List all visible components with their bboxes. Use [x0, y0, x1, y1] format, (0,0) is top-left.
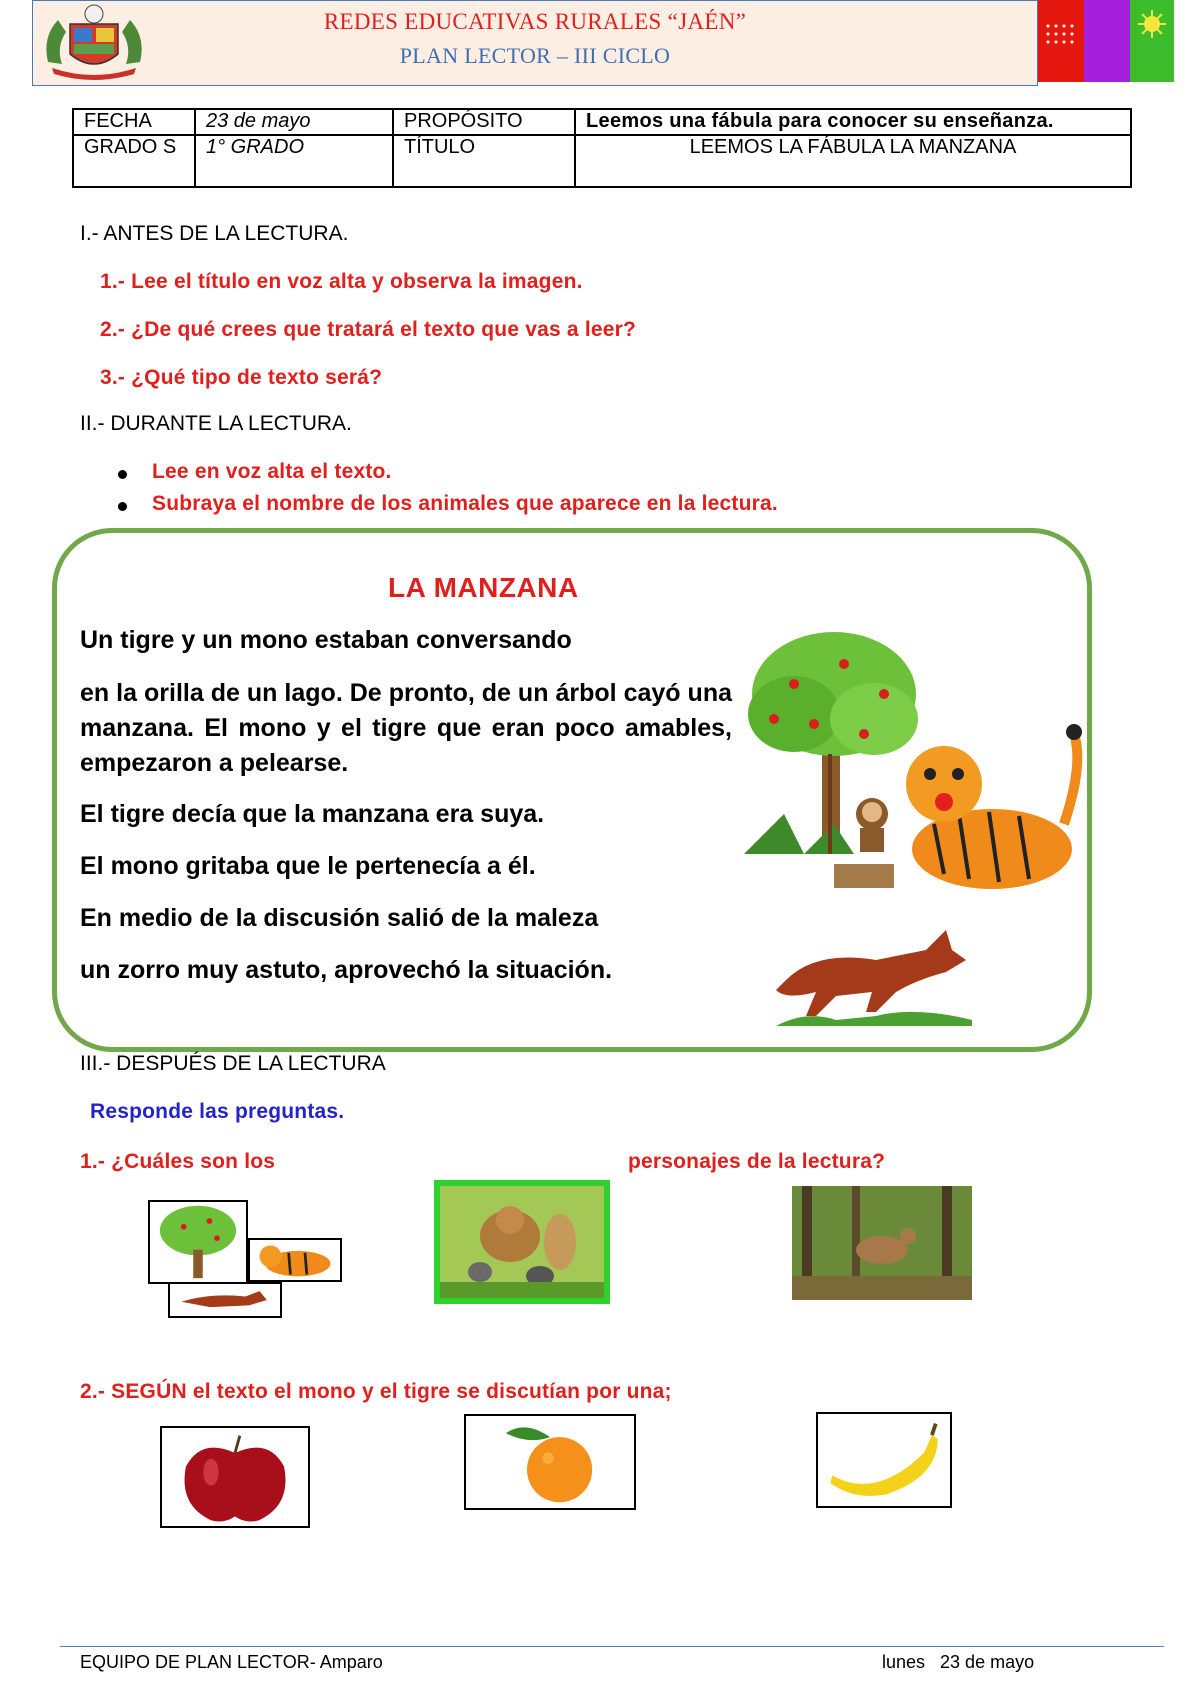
option-tree-image[interactable] — [148, 1200, 248, 1284]
option-orange-image[interactable] — [464, 1414, 636, 1510]
footer-divider — [60, 1646, 1164, 1647]
tiger-icon — [250, 1240, 340, 1280]
info-table — [72, 108, 1132, 188]
fox-icon — [170, 1284, 280, 1316]
option-forest-animals-image[interactable] — [434, 1180, 610, 1304]
tree-icon — [150, 1202, 246, 1282]
flag-icon — [1038, 0, 1174, 88]
antes-heading: I.- ANTES DE LA LECTURA. — [80, 222, 349, 245]
despues-heading: III.- DESPUÉS DE LA LECTURA — [80, 1052, 386, 1075]
despues-instruction: Responde las preguntas. — [90, 1100, 345, 1123]
question-1-part-2: personajes de la lectura? — [628, 1150, 886, 1173]
option-deer-image[interactable] — [792, 1186, 972, 1300]
deer-icon — [792, 1186, 972, 1300]
fecha-label: FECHA — [73, 109, 195, 135]
durante-bullet-1: Lee en voz alta el texto. — [152, 460, 392, 483]
story-line-3: El mono gritaba que le pertenecía a él. — [80, 852, 536, 880]
question-2: 2.- SEGÚN el texto el mono y el tigre se discutían por una; — [80, 1380, 672, 1403]
story-line-4: En medio de la discusión salió de la maleza — [80, 904, 599, 932]
fox-illustration — [776, 920, 972, 1026]
banana-icon — [818, 1414, 950, 1506]
titulo-value: LEEMOS LA FÁBULA LA MANZANA — [575, 135, 1131, 187]
forest-animals-icon — [440, 1186, 604, 1298]
titulo-label: TÍTULO — [393, 135, 575, 187]
footer-team: EQUIPO DE PLAN LECTOR- Amparo — [80, 1652, 383, 1672]
bullet-icon — [118, 470, 127, 479]
durante-heading: II.- DURANTE LA LECTURA. — [80, 412, 352, 435]
story-line-2: El tigre decía que la manzana era suya. — [80, 800, 545, 828]
antes-item-1: 1.- Lee el título en voz alta y observa la imagen. — [100, 270, 583, 293]
school-crest-icon — [38, 2, 150, 82]
bullet-icon — [118, 502, 127, 511]
story-paragraph: en la orilla de un lago. De pronto, de un árbol cayó una manzana. El mono y el tigre que eran poco amables, empezaron a pelearse. — [80, 679, 732, 777]
option-banana-image[interactable] — [816, 1412, 952, 1508]
story-line-1: Un tigre y un mono estaban conversando — [80, 626, 572, 654]
fecha-value: 23 de mayo — [195, 109, 393, 135]
proposito-value: Leemos una fábula para conocer su enseñanza. — [575, 109, 1131, 135]
story-title: LA MANZANA — [388, 572, 579, 603]
grados-label: GRADO S — [73, 135, 195, 187]
grados-value: 1° GRADO — [195, 135, 393, 187]
footer-date: lunes 23 de mayo — [882, 1652, 1035, 1672]
antes-item-3: 3.- ¿Qué tipo de texto será? — [100, 366, 383, 389]
orange-icon — [466, 1416, 634, 1508]
apple-icon — [162, 1428, 308, 1526]
option-fox-image[interactable] — [168, 1282, 282, 1318]
durante-bullet-2: Subraya el nombre de los animales que aparece en la lectura. — [152, 492, 778, 515]
option-tiger-image[interactable] — [248, 1238, 342, 1282]
option-apple-image[interactable] — [160, 1426, 310, 1528]
header-banner — [32, 0, 1038, 86]
header-title: REDES EDUCATIVAS RURALES “JAÉN” — [323, 9, 747, 34]
story-line-5: un zorro muy astuto, aprovechó la situación. — [80, 956, 613, 984]
proposito-label: PROPÓSITO — [393, 109, 575, 135]
question-1-part-1: 1.- ¿Cuáles son los — [80, 1150, 276, 1173]
header-subtitle: PLAN LECTOR – III CICLO — [399, 43, 671, 68]
antes-item-2: 2.- ¿De qué crees que tratará el texto que vas a leer? — [100, 318, 637, 341]
tree-monkey-tiger-illustration — [744, 624, 1084, 908]
